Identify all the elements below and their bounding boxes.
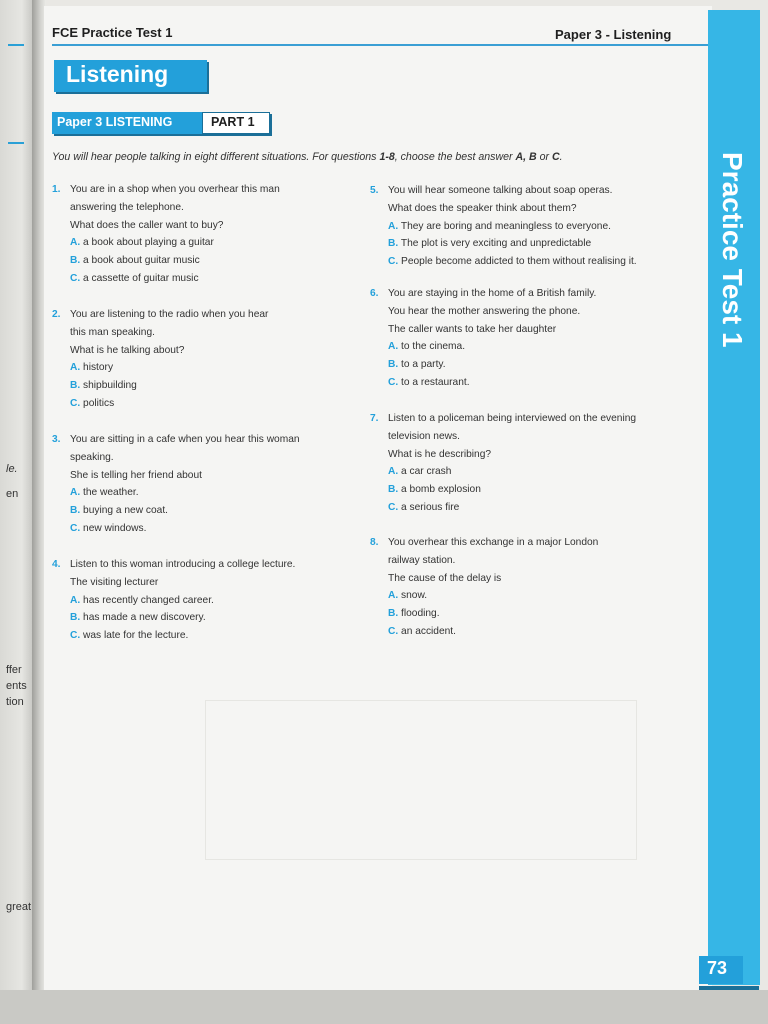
option-b: B. The plot is very exciting and unpredictable	[388, 238, 592, 250]
page-number-box	[699, 956, 743, 984]
question-8: 8. You overhear this exchange in a major London railway station. The cause of the delay is A. snow. B. flooding. C. an accident.	[370, 534, 598, 641]
option-c: C. People become addicted to them without realising it.	[388, 256, 637, 268]
question-3: 3. You are sitting in a cafe when you hear this woman speaking. She is telling her friend about A. the weather. B. buying a new coat. C. new windows.	[52, 431, 300, 538]
option-a: A. a book about playing a guitar	[70, 237, 214, 249]
option-b: B. a bomb explosion	[388, 484, 481, 496]
option-c: C. a cassette of guitar music	[70, 272, 199, 284]
instructions: You will hear people talking in eight different situations. For questions 1-8, choose the best answer A, B or C.	[52, 151, 563, 163]
page-number-underline	[699, 986, 759, 990]
option-a: A. a car crash	[388, 466, 452, 478]
option-b: B. flooding.	[388, 608, 440, 620]
option-a: A. history	[70, 362, 114, 374]
left-page-fragment: great	[6, 901, 32, 913]
question-1: 1. You are in a shop when you overhear this man answering the telephone. What does the caller want to buy? A. a book about playing a guitar B. a book about guitar music C. a cassette of guitar music	[52, 181, 280, 288]
option-b: B. has made a new discovery.	[70, 612, 206, 624]
facing-page-edge	[0, 0, 36, 1024]
header-paper-title: Paper 3 - Listening	[555, 27, 672, 42]
left-page-mark	[8, 142, 24, 144]
option-b: B. shipbuilding	[70, 380, 137, 392]
option-a: A. has recently changed career.	[70, 594, 214, 606]
option-c: C. was late for the lecture.	[70, 630, 189, 642]
header-rule	[52, 44, 712, 46]
left-page-fragment: en	[6, 488, 19, 500]
show-through-ghost	[205, 700, 637, 860]
question-7: 7. Listen to a policeman being interviewed on the evening television news. What is he describing? A. a car crash B. a bomb explosion C. a serious fire	[370, 410, 636, 517]
left-page-fragment: tion	[6, 696, 24, 708]
option-c: C. new windows.	[70, 522, 147, 534]
option-b: B. to a party.	[388, 359, 446, 371]
option-a: A. the weather.	[70, 487, 139, 499]
section-title-box	[54, 60, 207, 92]
option-b: B. buying a new coat.	[70, 505, 168, 517]
paper-label-box	[52, 112, 202, 134]
option-a: A. snow.	[388, 590, 428, 602]
part-label-box	[202, 112, 270, 134]
question-6: 6. You are staying in the home of a British family. You hear the mother answering the phone. The caller wants to take her daughter A. to the cinema. B. to a party. C. to a restaurant.	[370, 285, 596, 392]
option-a: A. They are boring and meaningless to everyone.	[388, 220, 611, 232]
page-number: 73	[707, 958, 728, 978]
header-test-title: FCE Practice Test 1	[52, 25, 173, 40]
option-c: C. an accident.	[388, 625, 456, 637]
option-c: C. politics	[70, 397, 115, 409]
bottom-shadow	[0, 990, 768, 1024]
left-page-fragment: ents	[6, 680, 27, 692]
section-title: Listening	[66, 61, 169, 87]
question-4: 4. Listen to this woman introducing a college lecture. The visiting lecturer A. has recently changed career. B. has made a new discovery. C. was late for the lecture.	[52, 556, 295, 645]
question-5: 5. You will hear someone talking about soap operas. What does the speaker think about them? A. They are boring and meaningless to everyone. B. The plot is very exciting and unpredictable C. People become addicted to them without realising it.	[370, 182, 637, 271]
sidebar-title: Practice Test 1	[717, 152, 748, 348]
left-page-mark	[8, 44, 24, 46]
paper-label: Paper 3 LISTENING	[57, 115, 173, 129]
left-page-fragment: le.	[6, 463, 18, 475]
option-c: C. to a restaurant.	[388, 376, 470, 388]
option-a: A. to the cinema.	[388, 341, 466, 353]
option-c: C. a serious fire	[388, 501, 460, 513]
question-2: 2. You are listening to the radio when you hear this man speaking. What is he talking about? A. history B. shipbuilding C. politics	[52, 306, 268, 413]
option-b: B. a book about guitar music	[70, 255, 200, 267]
part-number: PART 1	[211, 115, 255, 129]
left-page-fragment: ffer	[6, 664, 22, 676]
